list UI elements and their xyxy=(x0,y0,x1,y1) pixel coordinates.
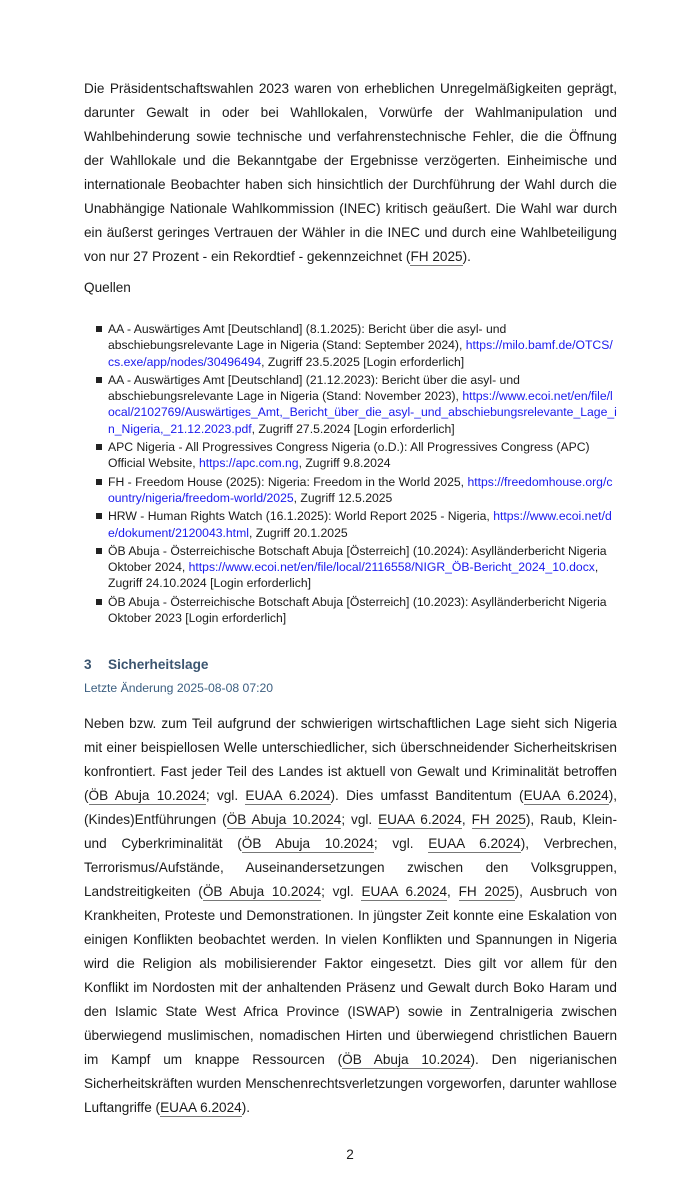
source-link[interactable]: https://freedomhouse.org/country/nigeria/freedom-world/2025 xyxy=(108,474,613,505)
text-run: ). xyxy=(241,1100,251,1116)
source-text: HRW - Human Rights Watch (16.1.2025): World Report 2025 - Nigeria, xyxy=(108,509,494,524)
citation-link[interactable]: EUAA 6.2024 xyxy=(245,788,331,804)
citation-link[interactable]: EUAA 6.2024 xyxy=(523,788,609,804)
text-run: ), Ausbruch von Krankheiten, Proteste und Demonstrationen. In jüngster Zeit konnte eine Eskalation von einigen Konflikten beobachtet werden. In vielen Konflikten und Spannungen in Nigeria wird die Religion als mobilisierender Faktor eingesetzt. Dies gilt vor allem für den Konflikt im Nordosten mit der anhaltenden Präsenz und Gewalt durch Boko Haram und den Islamic State West Africa Province (ISWAP) sowie in Zentralnigeria zwischen überwiegend muslimischen, nomadischen Hirten und überwiegend christlichen Bauern im Kampf um knappe Ressourcen ( xyxy=(84,884,618,1068)
source-item xyxy=(96,439,617,472)
citation-link[interactable]: EUAA 6.2024 xyxy=(361,884,448,900)
source-item xyxy=(96,321,617,370)
text-run: , xyxy=(461,812,472,828)
source-item xyxy=(96,474,617,507)
text-run: ; vgl. xyxy=(341,812,379,828)
source-text: ÖB Abuja - Österreichische Botschaft Abuja [Österreich] (10.2024): Asylländerbericht Nigeria Oktober 2024, xyxy=(108,543,607,575)
source-link[interactable]: https://www.ecoi.net/en/file/local/2116558/NIGR_ÖB-Bericht_2024_10.docx xyxy=(188,560,595,575)
text-run: Neben bzw. zum Teil aufgrund der schwierigen wirtschaftlichen Lage sieht sich Nigeria mit einer beispiellosen Welle unterschiedlicher, sich überschneidender Sicherheitskrisen konfrontiert. Fast jeder Teil des Landes ist aktuell von Gewalt und Kriminalität betroffen ( xyxy=(84,716,617,804)
source-access-date: , Zugriff 12.5.2025 xyxy=(293,490,393,505)
source-access-date: , Zugriff 24.10.2024 [Login erforderlich] xyxy=(108,560,599,591)
document-page xyxy=(84,0,617,1120)
citation-link[interactable]: FH 2025 xyxy=(471,812,526,828)
source-text: AA - Auswärtiges Amt [Deutschland] (21.12.2023): Bericht über die asyl- und abschiebungsrelevante Lage in Nigeria (Stand: November 2023), xyxy=(108,372,520,404)
source-text: ÖB Abuja - Österreichische Botschaft Abuja [Österreich] (10.2023): Asylländerbericht Nigeria Oktober 2023 [Login erforderlich] xyxy=(108,594,607,626)
text-run: ), Verbrechen, Terrorismus/Aufstände, Auseinandersetzungen zwischen den Volksgruppen, Landstreitigkeiten ( xyxy=(84,836,618,900)
citation-link[interactable]: ÖB Abuja 10.2024 xyxy=(88,788,206,804)
citation-link[interactable]: ÖB Abuja 10.2024 xyxy=(241,836,374,852)
citation-link[interactable]: EUAA 6.2024 xyxy=(378,812,462,828)
source-link[interactable]: https://apc.com.ng xyxy=(199,456,299,471)
intro-paragraph xyxy=(84,77,617,269)
source-text: AA - Auswärtiges Amt [Deutschland] (8.1.2025): Bericht über die asyl- und abschiebungsrelevante Lage in Nigeria (Stand: September 2024), xyxy=(108,322,507,353)
section-number: 3 xyxy=(84,657,92,673)
source-item xyxy=(96,508,617,541)
source-item xyxy=(96,594,617,627)
source-text: FH - Freedom House (2025): Nigeria: Freedom in the World 2025, xyxy=(108,474,468,489)
sources-label: Quellen xyxy=(84,280,131,295)
text-run: Die Präsidentschaftswahlen 2023 waren von erheblichen Unregelmäßigkeiten geprägt, darunter Gewalt in oder bei Wahllokalen, Vorwürfe der Wahlmanipulation und Wahlbehinderung sowie technische und verfahrenstechnische Fehler, die die Öffnung der Wahllokale und die Bekanntgabe der Ergebnisse verzögerten. Einheimische und internationale Beobachter haben sich hinsichtlich der Durchführung der Wahl durch die Unabhängige Nationale Wahlkommission (INEC) kritisch geäußert. Die Wahl war durch ein äußerst geringes Vertrauen der Wähler in die INEC und durch eine Wahlbeteiligung von nur 27 Prozent - ein Rekordtief - gekennzeichnet ( xyxy=(84,81,617,264)
citation-link[interactable]: EUAA 6.2024 xyxy=(428,836,521,852)
citation-link[interactable]: EUAA 6.2024 xyxy=(160,1100,242,1116)
citation-link[interactable]: ÖB Abuja 10.2024 xyxy=(342,1052,471,1068)
source-text: APC Nigeria - All Progressives Congress Nigeria (o.D.): All Progressives Congress (APC) Official Website, xyxy=(108,440,590,471)
citation-link[interactable]: FH 2025 xyxy=(458,884,515,900)
source-access-date: , Zugriff 27.5.2024 [Login erforderlich] xyxy=(251,421,455,436)
last-changed: Letzte Änderung 2025-08-08 07:20 xyxy=(84,681,274,696)
section-heading xyxy=(84,656,617,674)
source-item xyxy=(96,372,617,437)
text-run: ), Raub, Klein- und Cyberkriminalität ( xyxy=(84,812,618,852)
text-run: ). xyxy=(462,249,471,264)
source-access-date: , Zugriff 9.8.2024 xyxy=(298,456,391,471)
text-run: ; vgl. xyxy=(205,788,246,804)
source-link[interactable]: https://www.ecoi.net/en/file/local/2102769/Auswärtiges_Amt,_Bericht_über_die_asyl-_und_abschiebungsrelevante_Lage_in_Nigeria,_21.12.2023.pdf xyxy=(108,389,617,436)
citation-link[interactable]: ÖB Abuja 10.2024 xyxy=(226,812,342,828)
page-number: 2 xyxy=(346,1147,354,1163)
citation-link[interactable]: ÖB Abuja 10.2024 xyxy=(202,884,322,900)
citation-link[interactable]: FH 2025 xyxy=(410,249,463,264)
text-run: ). Dies umfasst Banditentum ( xyxy=(330,788,524,804)
source-item xyxy=(96,543,617,592)
text-run: ). Den nigerianischen Sicherheitskräften wurden Menschenrechtsverletzungen vorgeworfen, darunter wahllose Luftangriffe ( xyxy=(84,1052,617,1116)
section-title: Sicherheitslage xyxy=(108,657,209,673)
text-run: ), (Kindes)Entführungen ( xyxy=(84,788,617,828)
source-link[interactable]: https://www.ecoi.net/de/dokument/2120043.html xyxy=(108,509,612,540)
source-link[interactable]: https://milo.bamf.de/OTCS/cs.exe/app/nodes/30496494 xyxy=(108,338,613,369)
text-run: , xyxy=(447,884,459,900)
text-run: ; vgl. xyxy=(321,884,362,900)
text-run: ; vgl. xyxy=(373,836,429,852)
sources-list xyxy=(84,321,617,626)
source-access-date: , Zugriff 23.5.2025 [Login erforderlich] xyxy=(261,354,465,369)
source-access-date: , Zugriff 20.1.2025 xyxy=(248,525,348,540)
section-paragraph xyxy=(84,712,617,1120)
